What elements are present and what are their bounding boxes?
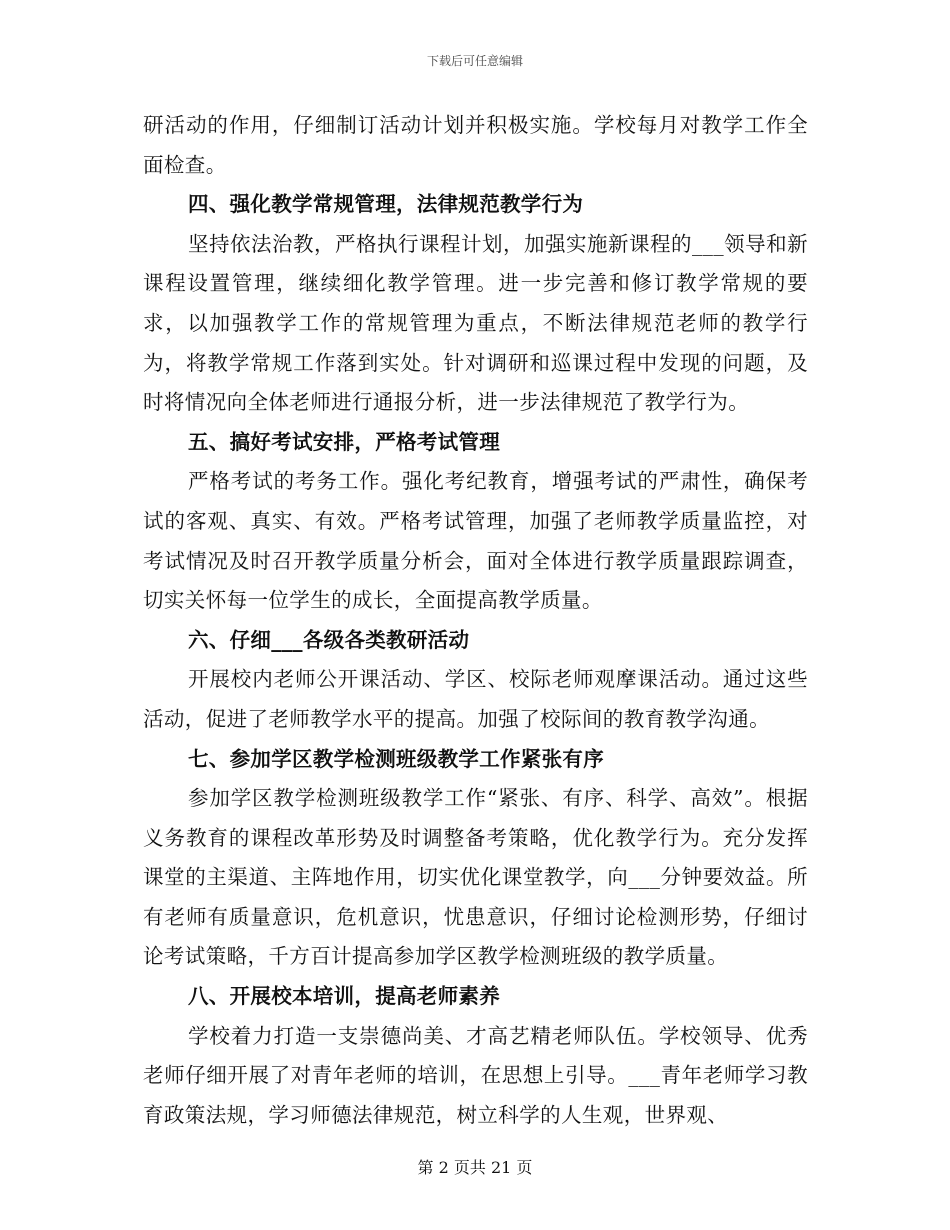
paragraph-section-6: 开展校内老师公开课活动、学区、校际老师观摩课活动。通过这些活动，促进了老师教学水平的提高。加强了校际间的教育教学沟通。 [143, 667, 808, 731]
section-heading-7: 七、参加学区教学检测班级教学工作紧张有序 [188, 746, 604, 771]
paragraph-continued: 研活动的作用，仔细制订活动计划并积极实施。学校每月对教学工作全面检查。 [143, 113, 808, 177]
page-number-footer: 第 2 页共 21 页 [417, 1158, 533, 1177]
paragraph-section-5: 严格考试的考务工作。强化考纪教育，增强考试的严肃性，确保考试的客观、真实、有效。严格考试管理，加强了老师教学质量监控，对考试情况及时召开教学质量分析会，面对全体进行教学质量跟踪调查，切实关怀每一位学生的成长，全面提高教学质量。 [143, 469, 808, 613]
paragraph-section-7: 参加学区教学检测班级教学工作“紧张、有序、科学、高效”。根据义务教育的课程改革形势及时调整备考策略，优化教学行为。充分发挥课堂的主渠道、主阵地作用，切实优化课堂教学，向___分钟要效益。所有老师有质量意识，危机意识，忧患意识，仔细讨论检测形势，仔细讨论考试策略，千方百计提高参加学区教学检测班级的教学质量。 [143, 786, 808, 969]
paragraph-section-4: 坚持依法治教，严格执行课程计划，加强实施新课程的___领导和新课程设置管理，继续细化教学管理。进一步完善和修订教学常规的要求，以加强教学工作的常规管理为重点，不断法律规范老师的教学行为，将教学常规工作落到实处。针对调研和巡课过程中发现的问题，及时将情况向全体老师进行通报分析，进一步法律规范了教学行为。 [143, 231, 808, 415]
section-heading-5: 五、搞好考试安排，严格考试管理 [188, 429, 500, 454]
document-body [143, 106, 808, 1135]
page-header: 下载后可任意编辑 [426, 54, 523, 68]
section-heading-6: 六、仔细___各级各类教研活动 [188, 627, 470, 652]
section-heading-8: 八、开展校本培训，提高老师素养 [188, 984, 500, 1009]
section-heading-4: 四、强化教学常规管理，法律规范教学行为 [188, 192, 584, 217]
paragraph-section-8: 学校着力打造一支崇德尚美、才高艺精老师队伍。学校领导、优秀老师仔细开展了对青年老师的培训，在思想上引导。___青年老师学习教育政策法规，学习师德法律规范，树立科学的人生观，世界观、 [143, 1023, 808, 1127]
